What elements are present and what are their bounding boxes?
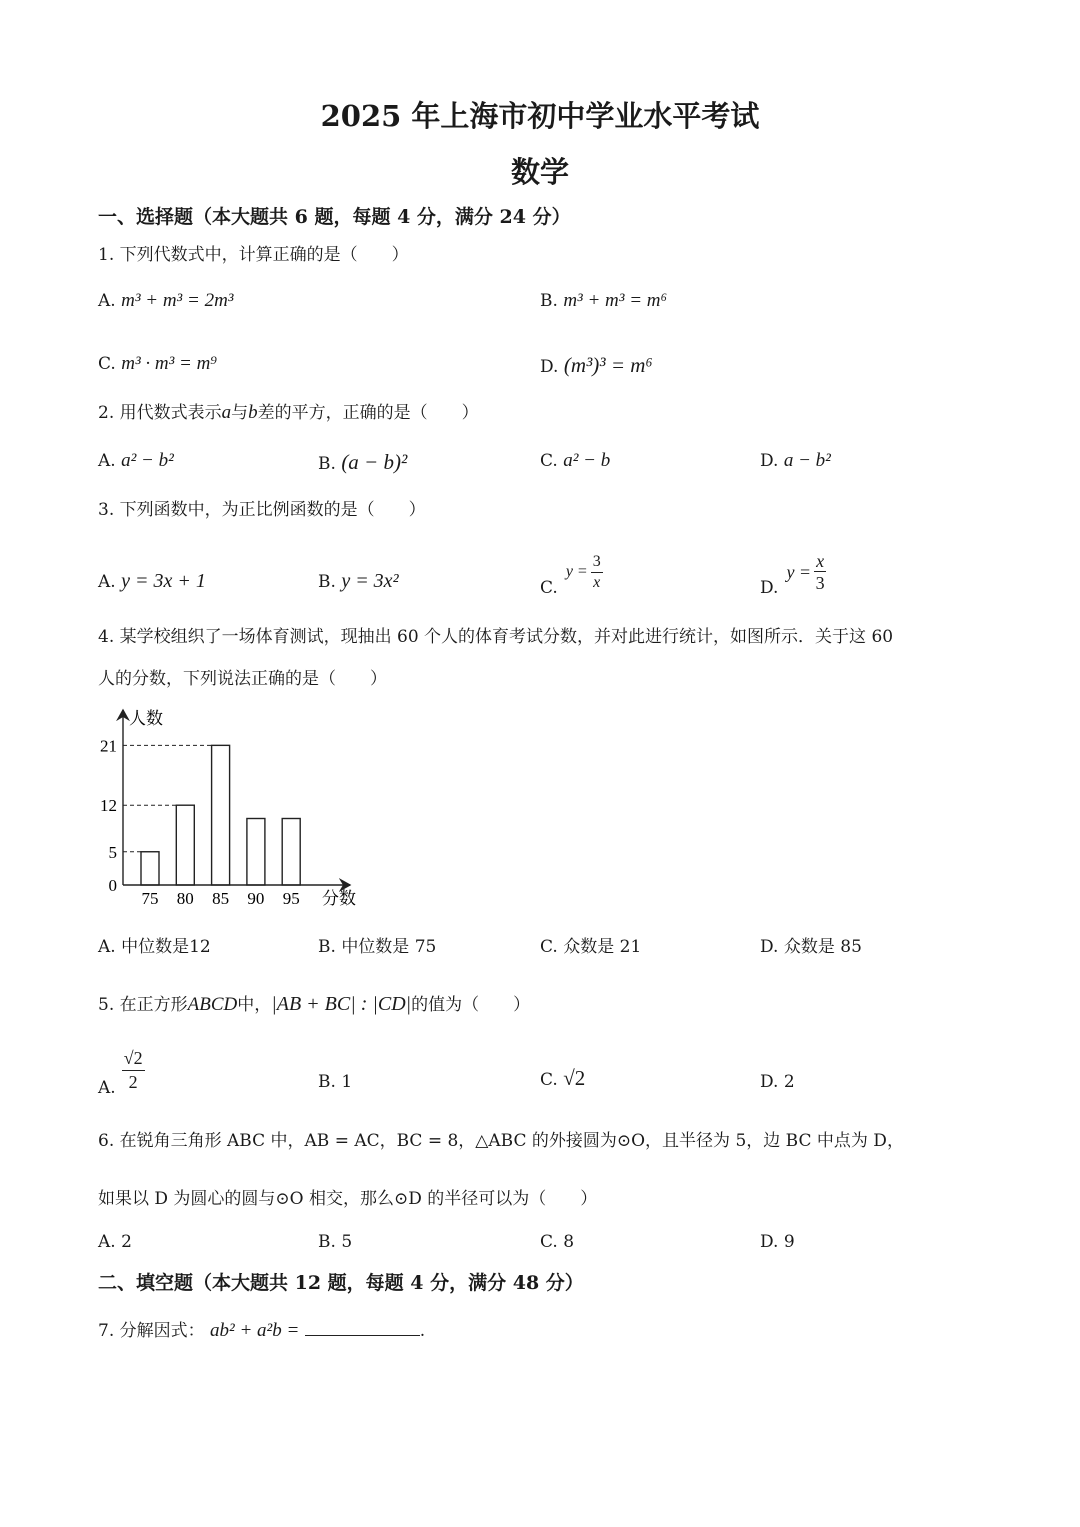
option-letter: C. <box>98 354 116 374</box>
option-text: 5 <box>341 1232 353 1252</box>
q2-option-b[interactable] <box>318 450 407 475</box>
option-letter: A. <box>98 937 116 957</box>
option-letter: A. <box>98 291 116 311</box>
option-letter: A. <box>98 572 116 592</box>
q3-option-b[interactable] <box>318 570 399 593</box>
stem-text: 的值为（ ） <box>411 995 531 1015</box>
option-expression: a − b² <box>783 450 831 471</box>
option-text: 2 <box>783 1072 795 1092</box>
bar-75 <box>141 852 159 885</box>
fraction <box>814 551 826 594</box>
answer-blank[interactable] <box>305 1317 420 1336</box>
denominator: 2 <box>128 1071 138 1092</box>
denominator: 3 <box>815 572 825 593</box>
q1-option-d[interactable] <box>540 353 653 378</box>
option-letter: B. <box>318 454 336 474</box>
q5-option-d[interactable] <box>760 1072 795 1092</box>
option-letter: C. <box>540 1070 558 1090</box>
option-expression: (a − b)² <box>341 450 408 474</box>
option-expression: (m³)³ = m⁶ <box>563 353 653 377</box>
x-tick-label: 95 <box>282 889 300 908</box>
x-tick-label: 85 <box>212 889 230 908</box>
numerator: x <box>816 550 825 571</box>
option-text: 2 <box>121 1232 132 1252</box>
y-tick-label: 21 <box>100 736 117 756</box>
stem-text: 2. 用代数式表示 <box>98 403 222 423</box>
option-expression: m³ + m³ = m⁶ <box>563 290 668 311</box>
option-letter: A. <box>98 1078 116 1098</box>
q4-option-d[interactable] <box>760 932 862 957</box>
option-text: √2 <box>563 1066 586 1090</box>
fraction <box>591 552 603 593</box>
q1-option-a[interactable] <box>98 290 234 312</box>
x-tick-label: 75 <box>141 889 159 908</box>
option-text: 9 <box>783 1232 795 1252</box>
question-5-stem <box>98 990 530 1016</box>
q2-option-d[interactable] <box>760 450 831 472</box>
q6-option-a[interactable] <box>98 1232 132 1252</box>
question-4-stem-line2: 人的分数，下列说法正确的是（ ） <box>98 669 387 689</box>
q3-option-c[interactable] <box>540 546 603 598</box>
question-6-stem-line2: 如果以 D 为圆心的圆与⊙O 相交，那么⊙D 的半径可以为（ ） <box>98 1189 598 1209</box>
variable-a: a <box>221 402 232 423</box>
option-text: 中位数是12 <box>121 937 211 957</box>
stem-text: 5. 在正方形 <box>98 995 188 1015</box>
fraction-lhs: y = <box>786 561 812 582</box>
fraction-lhs: y = <box>565 563 588 580</box>
q5-option-c[interactable] <box>540 1066 585 1091</box>
option-letter: D. <box>760 578 779 598</box>
option-letter: B. <box>318 1072 336 1092</box>
numerator: √2 <box>122 1046 145 1071</box>
option-expression: m³ + m³ = 2m³ <box>121 290 234 311</box>
stem-text: 与 <box>231 403 249 423</box>
q6-option-d[interactable] <box>760 1232 795 1252</box>
option-text: 众数是 85 <box>783 937 862 957</box>
option-letter: C. <box>540 578 558 598</box>
option-letter: B. <box>540 291 558 311</box>
score-bar-chart <box>80 700 380 920</box>
stem-text: 7. 分解因式： <box>98 1321 205 1341</box>
bar-95 <box>282 819 300 886</box>
question-2-stem <box>98 398 479 424</box>
q6-option-c[interactable] <box>540 1232 574 1252</box>
x-axis-title: 分数 <box>322 889 356 908</box>
q4-option-a[interactable] <box>98 932 211 957</box>
option-text: 8 <box>563 1232 575 1252</box>
option-expression: m³ · m³ = m⁹ <box>121 353 217 374</box>
option-letter: B. <box>318 572 336 592</box>
y-tick-label: 5 <box>108 842 117 862</box>
q1-option-b[interactable] <box>540 290 667 312</box>
q4-option-c[interactable] <box>540 932 641 957</box>
factor-expression: ab² + a²b = <box>210 1320 300 1341</box>
question-1-stem: 1. 下列代数式中，计算正确的是（ ） <box>98 245 409 265</box>
x-tick-label: 80 <box>176 889 194 908</box>
fraction <box>122 1046 145 1093</box>
option-text: 众数是 21 <box>563 937 642 957</box>
section-heading-choice: 一、选择题（本大题共 6 题，每题 4 分，满分 24 分） <box>98 206 571 228</box>
option-letter: B. <box>318 1232 336 1252</box>
option-expression: a² − b <box>563 450 611 471</box>
period: . <box>419 1321 426 1341</box>
q1-option-c[interactable] <box>98 353 217 375</box>
option-letter: D. <box>540 357 559 377</box>
option-letter: A. <box>98 1232 116 1252</box>
q2-option-c[interactable] <box>540 450 610 472</box>
subject-title: 数学 <box>510 155 569 189</box>
q3-option-d[interactable] <box>760 546 826 598</box>
bar-85 <box>212 745 230 885</box>
option-expression: a² − b² <box>121 450 174 471</box>
exam-title: 2025 年上海市初中学业水平考试 <box>320 99 760 133</box>
denominator: x <box>593 573 601 591</box>
stem-text: 差的平方，正确的是（ ） <box>257 403 479 423</box>
vector-expression: |AB + BC| : |CD| <box>271 993 412 1015</box>
option-text: 1 <box>341 1072 353 1092</box>
stem-text: 中， <box>237 995 272 1015</box>
square-name: ABCD <box>187 994 238 1015</box>
option-letter: D. <box>760 451 779 471</box>
y-tick-label: 0 <box>108 876 117 895</box>
question-4-stem-line1: 4. 某学校组织了一场体育测试，现抽出 60 个人的体育考试分数，并对此进行统计，如图所示．关于这 60 <box>98 627 894 647</box>
option-letter: C. <box>540 937 558 957</box>
y-tick-label: 12 <box>100 796 117 816</box>
bar-90 <box>247 819 265 886</box>
option-letter: B. <box>318 937 336 957</box>
option-letter: A. <box>98 451 116 471</box>
option-expression: y = 3x + 1 <box>121 570 206 592</box>
variable-b: b <box>248 402 258 423</box>
q5-option-b[interactable] <box>318 1072 352 1092</box>
option-letter: D. <box>760 1072 779 1092</box>
x-tick-label: 90 <box>247 889 265 908</box>
option-expression: y = 3x² <box>341 570 399 592</box>
option-letter: C. <box>540 1232 558 1252</box>
q4-option-b[interactable] <box>318 932 436 957</box>
option-letter: D. <box>760 1232 779 1252</box>
bar-80 <box>176 805 194 885</box>
question-7 <box>98 1316 425 1342</box>
option-letter: C. <box>540 451 558 471</box>
q3-option-a[interactable] <box>98 570 206 593</box>
q2-option-a[interactable] <box>98 450 174 472</box>
y-axis-title: 人数 <box>129 709 163 728</box>
q6-option-b[interactable] <box>318 1232 352 1252</box>
option-text: 中位数是 75 <box>341 937 437 957</box>
question-3-stem: 3. 下列函数中，为正比例函数的是（ ） <box>98 500 426 520</box>
section-heading-fill-in: 二、填空题（本大题共 12 题，每题 4 分，满分 48 分） <box>98 1272 584 1294</box>
question-6-stem-line1: 6. 在锐角三角形 ABC 中，AB = AC，BC = 8，△ABC 的外接圆为⊙O，且半径为 5，边 BC 中点为 D， <box>98 1131 904 1151</box>
numerator: 3 <box>591 552 603 573</box>
option-letter: D. <box>760 937 779 957</box>
q5-option-a[interactable] <box>98 1040 145 1098</box>
